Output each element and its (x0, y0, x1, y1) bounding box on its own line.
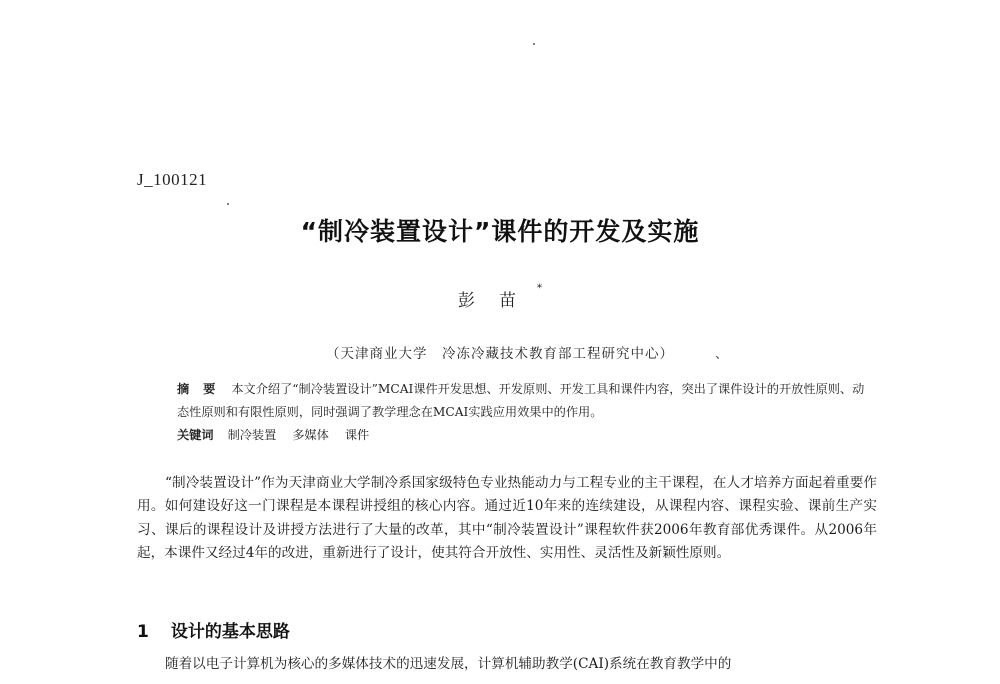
abstract-text: 本文介绍了“制冷装置设计”MCAI课件开发思想、开发原则、开发工具和课件内容，突出了课件设计的开放性原则、动态性原则和有限性原则，同时强调了教学理念在MCAI实践应用效果中的作用。 (177, 382, 865, 419)
author-name: 彭苗 (458, 291, 540, 311)
keywords-label: 关键词 (177, 428, 214, 442)
abstract-label: 摘要 (177, 382, 230, 396)
paper-title: “制冷装置设计”课件的开发及实施 (300, 217, 700, 246)
author-affiliation: （天津商业大学 冷冻冷藏技术教育部工程研究中心） (326, 346, 674, 362)
section-heading (137, 617, 290, 642)
section-number: 1 (137, 622, 149, 642)
scan-speck (533, 43, 535, 45)
section-title: 设计的基本思路 (170, 622, 290, 642)
intro-text: “制冷装置设计”作为天津商业大学制冷系国家级特色专业热能动力与工程专业的主干课程，在人才培养方面起着重要作用。如何建设好这一门课程是本课程讲授组的核心内容。通过近10年来的连续建设，从课程内容、课程实验、课前生产实习、课后的课程设计及讲授方法进行了大量的改革，其中“制冷装置设计”课程软件获2006年教育部优秀课件。从2006年起，本课件又经过4年的改进，重新进行了设计，使其符合开放性、实用性、灵活性及新颖性原则。 (137, 475, 877, 561)
document-id: J_100121 (137, 170, 208, 189)
author-footnote-mark: * (537, 283, 542, 294)
keyword: 制冷装置 (227, 428, 277, 442)
abstract-block (177, 378, 867, 447)
affiliation-tail-mark: 、 (715, 347, 729, 362)
scan-speck (227, 203, 229, 205)
intro-paragraph (137, 472, 877, 565)
keyword: 多媒体 (292, 428, 329, 442)
keywords-line (177, 424, 867, 447)
abstract-paragraph (177, 378, 867, 424)
keyword: 课件 (344, 428, 370, 442)
section-paragraph: 随着以电子计算机为核心的多媒体技术的迅速发展，计算机辅助教学(CAI)系统在教育教学中的 (165, 656, 732, 672)
